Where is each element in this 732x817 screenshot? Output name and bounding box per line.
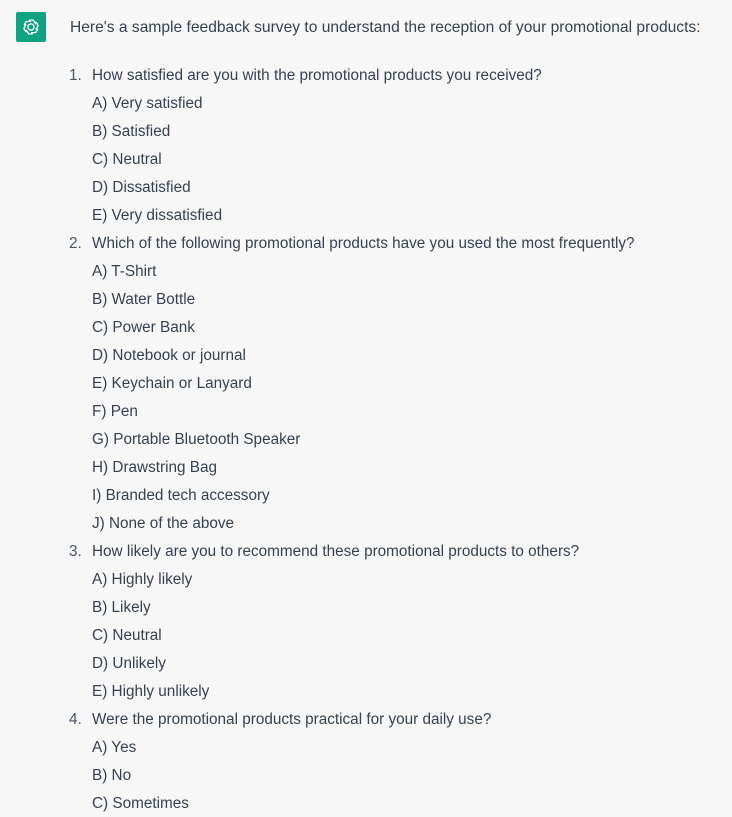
answer-option-text: C) Sometimes	[92, 795, 189, 812]
answer-option-text: C) Neutral	[92, 151, 162, 168]
answer-option-text: D) Notebook or journal	[92, 347, 246, 364]
answer-option-text: A) Very satisfied	[92, 95, 203, 112]
answer-option-text: H) Drawstring Bag	[92, 459, 217, 476]
question-text: Which of the following promotional products have you used the most frequently?	[92, 235, 635, 252]
question-text: Were the promotional products practical for your daily use?	[92, 711, 492, 728]
answer-option-text: I) Branded tech accessory	[92, 487, 270, 504]
answer-option-text: A) Yes	[92, 739, 137, 756]
answer-option-text: E) Highly unlikely	[92, 683, 210, 700]
answer-option-text: A) T-Shirt	[92, 263, 157, 280]
question-number: 1.	[69, 67, 82, 84]
answer-option-text: F) Pen	[92, 403, 138, 420]
question-number: 3.	[69, 543, 82, 560]
question-text: How satisfied are you with the promotional products you received?	[92, 67, 542, 84]
answer-option-text: E) Keychain or Lanyard	[92, 375, 252, 392]
openai-logo-icon	[20, 16, 42, 38]
question-number: 2.	[69, 235, 82, 252]
assistant-intro-text: Here's a sample feedback survey to understand the reception of your promotional products:	[70, 19, 701, 36]
answer-option-text: E) Very dissatisfied	[92, 207, 223, 224]
answer-option-text: B) No	[92, 767, 132, 784]
answer-option-text: C) Neutral	[92, 627, 162, 644]
answer-option-text: C) Power Bank	[92, 319, 195, 336]
answer-option-text: B) Satisfied	[92, 123, 171, 140]
answer-option-text: B) Likely	[92, 599, 151, 616]
answer-option-text: G) Portable Bluetooth Speaker	[92, 431, 301, 448]
question-number: 4.	[69, 711, 82, 728]
assistant-avatar	[16, 12, 46, 42]
answer-option-text: A) Highly likely	[92, 571, 193, 588]
answer-option-text: D) Dissatisfied	[92, 179, 191, 196]
answer-option-text: D) Unlikely	[92, 655, 166, 672]
answer-option-text: B) Water Bottle	[92, 291, 196, 308]
question-text: How likely are you to recommend these promotional products to others?	[92, 543, 580, 560]
answer-option-text: J) None of the above	[92, 515, 235, 532]
